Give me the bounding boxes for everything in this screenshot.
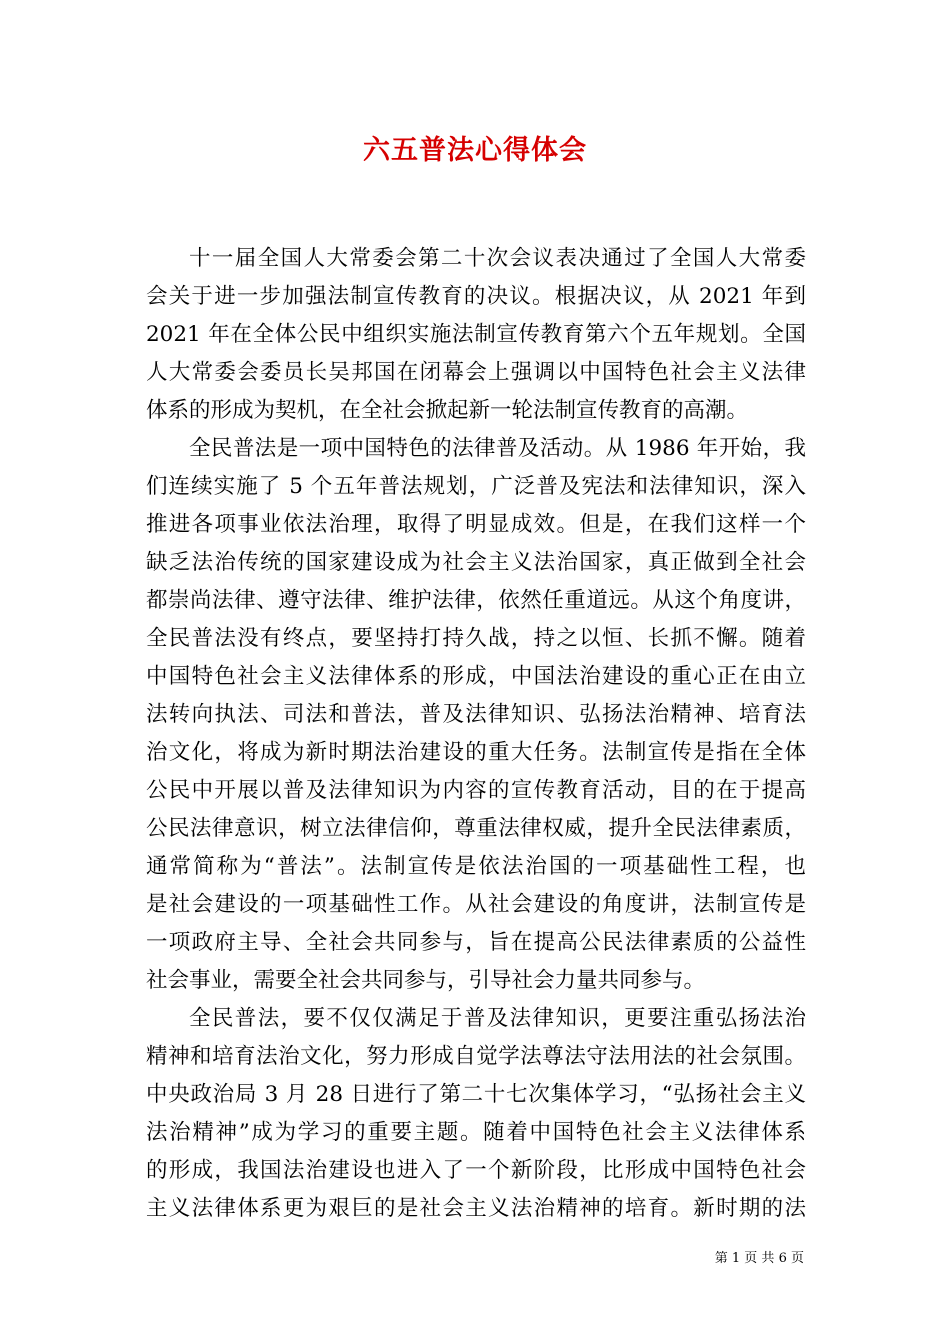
text-line: 社会事业，需要全社会共同参与，引导社会力量共同参与。	[146, 968, 706, 993]
text-line: 全民普法是一项中国特色的法律普及活动。从 1986 年开始，我	[189, 436, 806, 461]
paragraph-2	[146, 430, 806, 1000]
text-line: 主义法律体系更为艰巨的是社会主义法治精神的培育。新时期的法	[146, 1196, 806, 1221]
text-line: 一项政府主导、全社会共同参与，旨在提高公民法律素质的公益性	[146, 930, 806, 955]
page-title: 六五普法心得体会	[363, 135, 587, 166]
page-suffix: 页	[790, 1251, 804, 1266]
paragraph-1	[146, 240, 806, 430]
text-line: 2021 年在全体公民中组织实施法制宣传教育第六个五年规划。全国	[146, 322, 806, 347]
page-prefix: 第	[714, 1251, 728, 1266]
text-line: 公民法律意识，树立法律信仰，尊重法律权威，提升全民法律素质，	[146, 816, 806, 841]
text-line: 都崇尚法律、遵守法律、维护法律，依然任重道远。从这个角度讲，	[146, 588, 806, 613]
text-line: 推进各项事业依法治理，取得了明显成效。但是，在我们这样一个	[146, 512, 806, 537]
current-page: 1	[731, 1251, 741, 1266]
text-line: 人大常委会委员长吴邦国在闭幕会上强调以中国特色社会主义法律	[146, 360, 806, 385]
text-line: 十一届全国人大常委会第二十次会议表决通过了全国人大常委	[189, 246, 806, 271]
text-line: 法治精神”成为学习的重要主题。随着中国特色社会主义法律体系	[146, 1120, 806, 1145]
text-line: 治文化，将成为新时期法治建设的重大任务。法制宣传是指在全体	[146, 740, 806, 765]
text-line: 精神和培育法治文化，努力形成自觉学法尊法守法用法的社会氛围。	[146, 1044, 806, 1069]
text-line: 通常简称为“普法”。法制宣传是依法治国的一项基础性工程，也	[146, 854, 806, 879]
text-line: 是社会建设的一项基础性工作。从社会建设的角度讲，法制宣传是	[146, 892, 806, 917]
page-middle: 页 共	[744, 1251, 775, 1266]
text-line: 法转向执法、司法和普法，普及法律知识、弘扬法治精神、培育法	[146, 702, 806, 727]
text-line: 公民中开展以普及法律知识为内容的宣传教育活动，目的在于提高	[146, 778, 806, 803]
text-line: 全民普法没有终点，要坚持打持久战，持之以恒、长抓不懈。随着	[146, 626, 806, 651]
text-line: 缺乏法治传统的国家建设成为社会主义法治国家，真正做到全社会	[146, 550, 806, 575]
document-body	[146, 240, 806, 1228]
text-line: 全民普法，要不仅仅满足于普及法律知识，更要注重弘扬法治	[189, 1006, 806, 1031]
text-line: 中央政治局 3 月 28 日进行了第二十七次集体学习，“弘扬社会主义	[146, 1082, 806, 1107]
text-line: 的形成，我国法治建设也进入了一个新阶段，比形成中国特色社会	[146, 1158, 806, 1183]
text-line: 中国特色社会主义法律体系的形成，中国法治建设的重心正在由立	[146, 664, 806, 689]
page-number-footer	[715, 1247, 804, 1266]
text-line: 体系的形成为契机，在全社会掀起新一轮法制宣传教育的高潮。	[146, 398, 749, 423]
total-pages: 6	[778, 1251, 787, 1266]
text-line: 会关于进一步加强法制宣传教育的决议。根据决议，从 2021 年到	[146, 284, 806, 309]
text-line: 们连续实施了 5 个五年普法规划，广泛普及宪法和法律知识，深入	[146, 474, 806, 499]
paragraph-3	[146, 1000, 806, 1228]
